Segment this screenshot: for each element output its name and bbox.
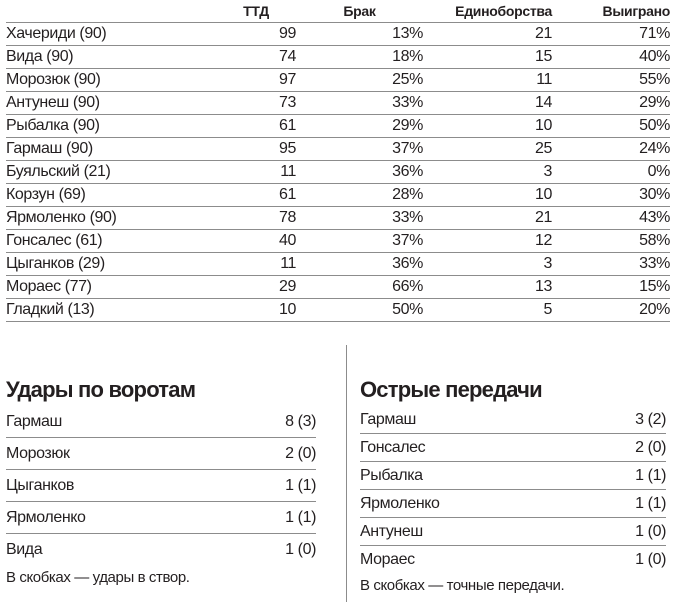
stat-value: 3 (2) [580, 406, 666, 434]
player-name: Антунеш [360, 518, 580, 546]
brak-cell: 50% [296, 299, 423, 322]
passes-note: В скобках — точные передачи. [360, 577, 565, 594]
player-name: Буяльский (21) [6, 161, 216, 184]
brak-cell: 33% [296, 207, 423, 230]
ttd-cell: 73 [216, 92, 296, 115]
list-item [360, 406, 666, 434]
player-name: Ярмоленко [360, 490, 580, 518]
brak-cell: 37% [296, 138, 423, 161]
player-name: Гармаш [6, 406, 229, 438]
shots-table [6, 406, 316, 565]
table-row [6, 299, 670, 322]
player-name: Антунеш (90) [6, 92, 216, 115]
player-name: Морозюк [6, 438, 229, 470]
ttd-cell: 11 [216, 253, 296, 276]
ttd-cell: 40 [216, 230, 296, 253]
player-stats-table [6, 0, 670, 322]
brak-cell: 36% [296, 253, 423, 276]
vyigrano-cell: 71% [552, 23, 670, 46]
stat-value: 2 (0) [580, 434, 666, 462]
stat-value: 1 (0) [635, 550, 666, 568]
stat-value: 1 (1) [580, 490, 666, 518]
table-row [6, 184, 670, 207]
stat-value: 8 (3) [229, 406, 316, 438]
shots-panel [6, 374, 316, 586]
player-name: Цыганков (29) [6, 253, 216, 276]
edinoborstva-cell: 3 [423, 161, 552, 184]
ttd-cell: 97 [216, 69, 296, 92]
table-row [6, 276, 670, 299]
ttd-cell: 95 [216, 138, 296, 161]
vyigrano-cell: 55% [552, 69, 670, 92]
player-name: Вида [6, 540, 43, 558]
edinoborstva-cell: 5 [423, 299, 552, 322]
vyigrano-cell: 43% [552, 207, 670, 230]
vyigrano-cell: 58% [552, 230, 670, 253]
vyigrano-cell: 24% [552, 138, 670, 161]
stat-value: 2 (0) [229, 438, 316, 470]
stat-value: 1 (1) [229, 502, 316, 534]
vyigrano-cell: 0% [552, 161, 670, 184]
shots-note: В скобках — удары в створ. [6, 569, 190, 586]
vyigrano-cell: 29% [552, 92, 670, 115]
table-header-row [6, 0, 670, 23]
brak-cell: 13% [296, 23, 423, 46]
player-name: Мораес (77) [6, 276, 216, 299]
header-edinoborstva: Единоборства [455, 3, 552, 19]
player-name: Вида (90) [6, 46, 216, 69]
player-name: Хачериди (90) [6, 23, 216, 46]
list-item [6, 534, 316, 566]
header-player [6, 0, 216, 23]
edinoborstva-cell: 21 [423, 207, 552, 230]
passes-table [360, 406, 666, 573]
list-item [360, 546, 666, 574]
player-name: Мораес [360, 550, 415, 568]
ttd-cell: 61 [216, 115, 296, 138]
player-name: Цыганков [6, 470, 229, 502]
vyigrano-cell: 33% [552, 253, 670, 276]
brak-cell: 25% [296, 69, 423, 92]
ttd-cell: 99 [216, 23, 296, 46]
table-row [6, 230, 670, 253]
table-row [6, 46, 670, 69]
vyigrano-cell: 15% [552, 276, 670, 299]
list-item [360, 518, 666, 546]
player-name: Морозюк (90) [6, 69, 216, 92]
brak-cell: 28% [296, 184, 423, 207]
player-name: Гонсалес (61) [6, 230, 216, 253]
passes-title: Острые передачи [360, 377, 542, 402]
brak-cell: 37% [296, 230, 423, 253]
table-body [6, 23, 670, 322]
ttd-cell: 61 [216, 184, 296, 207]
list-item [360, 434, 666, 462]
brak-cell: 36% [296, 161, 423, 184]
player-name: Ярмоленко [6, 502, 229, 534]
stat-value: 1 (0) [580, 518, 666, 546]
passes-panel [360, 374, 666, 594]
header-ttd: ТТД [243, 3, 269, 19]
vyigrano-cell: 40% [552, 46, 670, 69]
ttd-cell: 11 [216, 161, 296, 184]
edinoborstva-cell: 10 [423, 184, 552, 207]
table-row [6, 92, 670, 115]
edinoborstva-cell: 12 [423, 230, 552, 253]
brak-cell: 29% [296, 115, 423, 138]
player-name: Рыбалка [360, 462, 580, 490]
player-name: Гладкий (13) [6, 299, 216, 322]
header-vyigrano: Выиграно [602, 3, 670, 19]
edinoborstva-cell: 21 [423, 23, 552, 46]
brak-cell: 66% [296, 276, 423, 299]
player-name: Корзун (69) [6, 184, 216, 207]
player-name: Гонсалес [360, 434, 580, 462]
ttd-cell: 29 [216, 276, 296, 299]
vyigrano-cell: 50% [552, 115, 670, 138]
table-row [6, 138, 670, 161]
player-name: Гармаш (90) [6, 138, 216, 161]
player-name: Рыбалка (90) [6, 115, 216, 138]
list-item [6, 502, 316, 534]
edinoborstva-cell: 3 [423, 253, 552, 276]
ttd-cell: 78 [216, 207, 296, 230]
edinoborstva-cell: 11 [423, 69, 552, 92]
brak-cell: 33% [296, 92, 423, 115]
list-item [360, 462, 666, 490]
ttd-cell: 74 [216, 46, 296, 69]
edinoborstva-cell: 13 [423, 276, 552, 299]
edinoborstva-cell: 15 [423, 46, 552, 69]
list-item [360, 490, 666, 518]
player-name: Ярмоленко (90) [6, 207, 216, 230]
stat-value: 1 (1) [580, 462, 666, 490]
header-brak: Брак [343, 3, 376, 19]
edinoborstva-cell: 25 [423, 138, 552, 161]
table-row [6, 161, 670, 184]
list-item [6, 470, 316, 502]
ttd-cell: 10 [216, 299, 296, 322]
list-item [6, 406, 316, 438]
shots-title: Удары по воротам [6, 377, 196, 402]
stat-value: 1 (0) [285, 540, 316, 558]
edinoborstva-cell: 10 [423, 115, 552, 138]
player-name: Гармаш [360, 406, 580, 434]
table-row [6, 115, 670, 138]
list-item [6, 438, 316, 470]
vyigrano-cell: 30% [552, 184, 670, 207]
table-row [6, 69, 670, 92]
edinoborstva-cell: 14 [423, 92, 552, 115]
stat-value: 1 (1) [229, 470, 316, 502]
table-row [6, 23, 670, 46]
vyigrano-cell: 20% [552, 299, 670, 322]
table-row [6, 253, 670, 276]
column-divider [346, 345, 347, 602]
table-row [6, 207, 670, 230]
brak-cell: 18% [296, 46, 423, 69]
